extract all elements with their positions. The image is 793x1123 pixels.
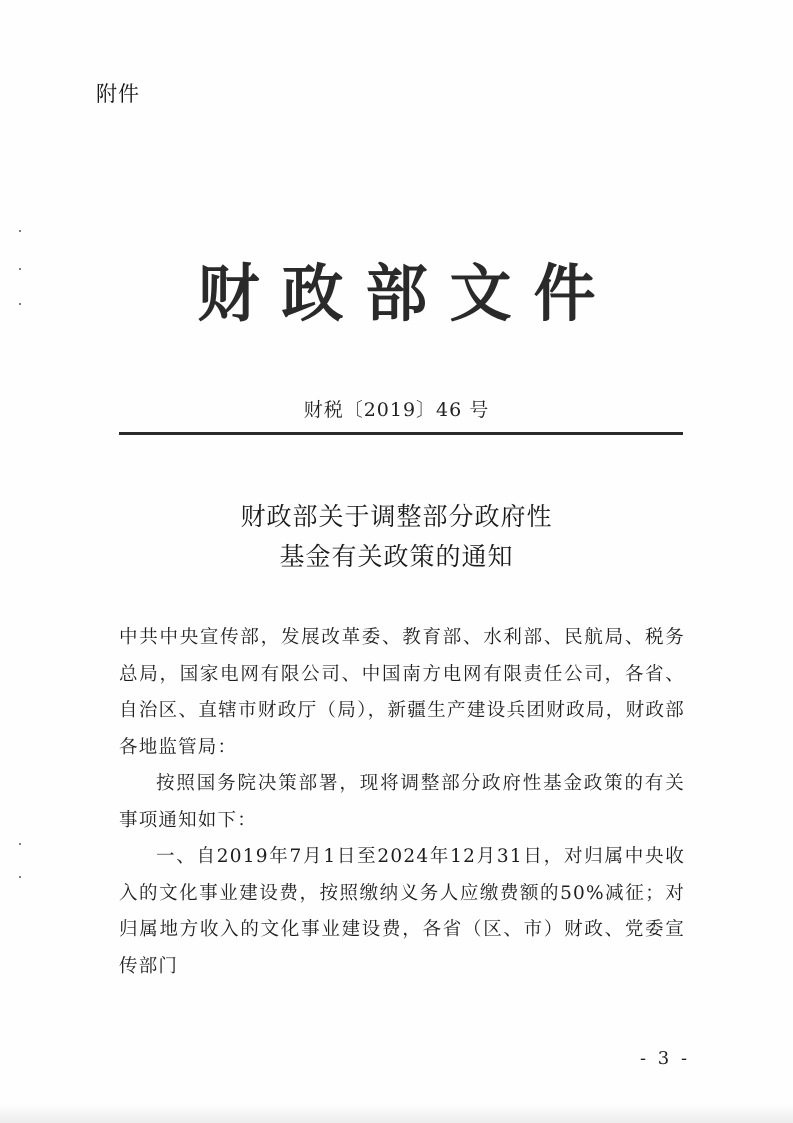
scan-speck xyxy=(19,268,21,270)
addressees-paragraph: 中共中央宣传部，发展改革委、教育部、水利部、民航局、税务总局，国家电网有限公司、中国南方电网有限责任公司，各省、自治区、直辖市财政厅（局），新疆生产建设兵团财政局，财政部各地监管局： xyxy=(119,627,685,758)
document-number: 财税〔2019〕46 号 xyxy=(303,399,490,421)
scan-speck xyxy=(19,843,21,845)
scan-speck xyxy=(19,230,21,232)
scan-speck xyxy=(19,303,21,305)
header-divider xyxy=(119,432,683,435)
scan-bottom-edge xyxy=(0,1104,793,1123)
document-header-title: 财政部文件 xyxy=(197,257,618,330)
intro-paragraph: 按照国务院决策部署，现将调整部分政府性基金政策的有关事项通知如下： xyxy=(119,773,685,831)
page-number: - 3 - xyxy=(640,1048,691,1069)
notice-title-line-2: 基金有关政策的通知 xyxy=(279,542,514,571)
scan-speck xyxy=(19,876,21,878)
notice-title-line-1: 财政部关于调整部分政府性 xyxy=(240,502,553,531)
item-one-paragraph: 一、自2019年7月1日至2024年12月31日，对归属中央收入的文化事业建设费，按照缴纳义务人应缴费额的50%减征；对归属地方收入的文化事业建设费，各省（区、市）财政、党委宣传部门 xyxy=(119,846,685,977)
notice-body xyxy=(119,620,685,985)
notice-title xyxy=(0,497,793,577)
attachment-label: 附件 xyxy=(96,82,140,106)
